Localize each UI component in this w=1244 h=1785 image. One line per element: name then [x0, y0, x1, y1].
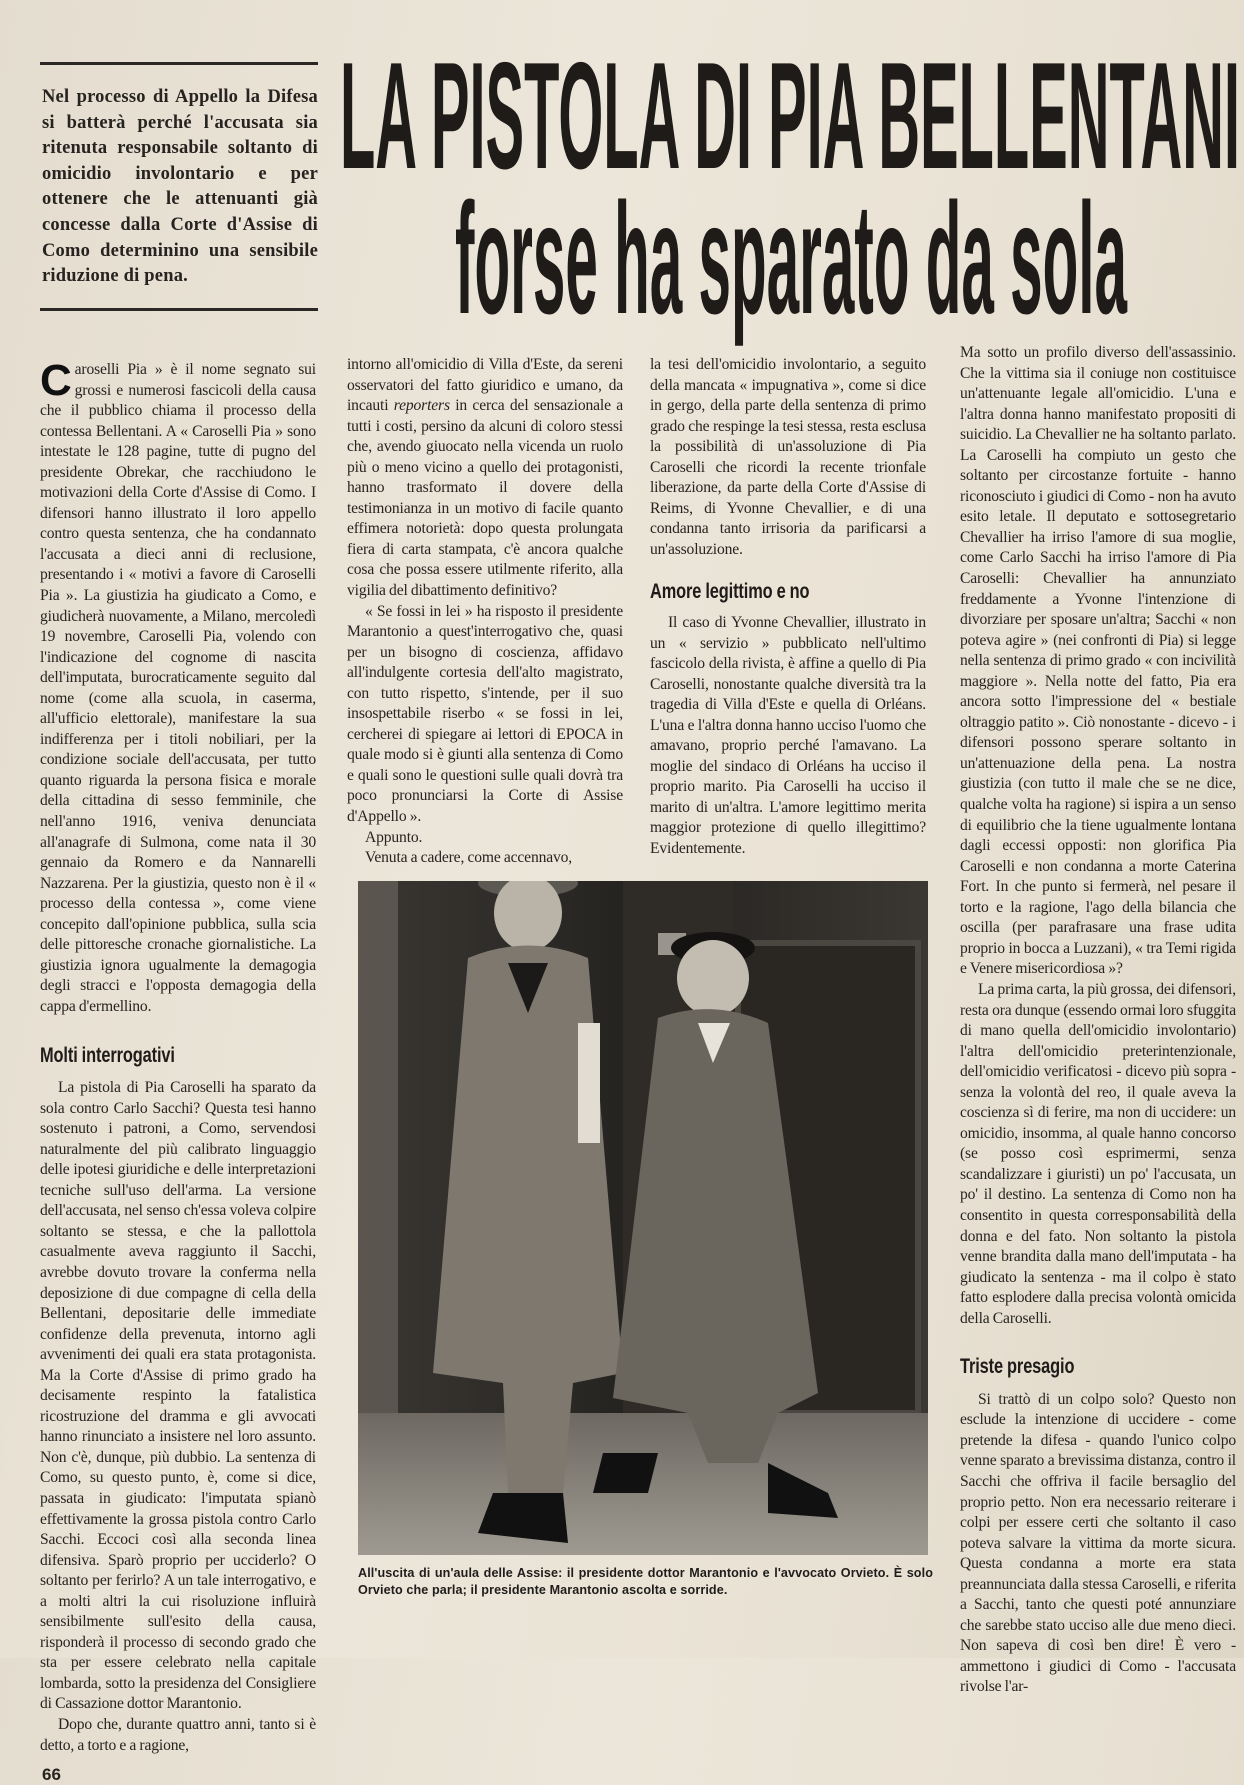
paragraph: la tesi dell'omicidio involontario, a seguito della mancata « impugnativa », come si dice in gergo, della parte della sentenza di primo grado che respinge la tesi stessa, resta esclusa la possibilità di un'assoluzione di Pia Caroselli che ricordi la recente trionfale liberazione, da parte della Corte d'Assise di Reims, di Yvonne Chevallier, e di una condanna tanto irrisoria da parificarsi a un'assoluzione. [650, 356, 926, 558]
paragraph-text: in cerca del sensazionale a tutti i costi, persino da alcuni di coloro stessi che, avendo giuocato nella vicenda un ruolo più o meno vicino a quello dei protagonisti, hanno trasformato il dovere della testimonianza in un motivo di facile quanto effimera notorietà: dopo questa prolungata fiera di carta stampata, c'è ancora qualche cosa che possa essere utilmente riferito, alla vigilia del dibattimento definitivo? [347, 397, 623, 600]
intro-standfirst: Nel processo di Appello la Difesa si batterà perché l'accusata sia ritenuta responsabile soltanto di omicidio involontario e per ottenere che le attenuanti già concesse dalla Corte d'Assise di Como determinino una sensibile riduzione di pena. [40, 62, 318, 311]
italic-word: reporters [393, 397, 450, 415]
paragraph: Dopo che, durante quattro anni, tanto si è detto, a torto e a ragione, [40, 1716, 316, 1754]
article-column-2 [347, 355, 623, 869]
paragraph: Il caso di Yvonne Chevallier, illustrato in un « servizio » pubblicato nell'ultimo fascicolo della rivista, è affine a quello di Pia Caroselli, nonostante qualche diversità tra la tragedia di Villa d'Este e quella di Orléans. L'una e l'altra donna hanno ucciso l'uomo che amavano, proprio perché l'amavano. La moglie del sindaco di Orléans ha ucciso il proprio marito. Pia Caroselli ha ucciso il marito di un'altra. L'amore legittimo merita maggior protezione di quello illegittimo? Evidentemente. [650, 614, 926, 858]
headline-line-1: LA PISTOLA DI PIA BELLENTANI [340, 31, 1240, 201]
paragraph: La pistola di Pia Caroselli ha sparato da sola contro Carlo Sacchi? Questa tesi hanno sostenuto i patroni, a Como, servendosi naturalmente del più calibrato linguaggio delle ipotesi giuridiche e delle interpretazioni tecniche sull'uso dell'arma. La versione dell'accusata, nel senso ch'essa voleva colpire soltanto se stessa, e che la pallottola casualmente aveva raggiunto il Sacchi, avrebbe dovuto trovare la conferma nella deposizione di due compagne di cella della Bellentani, depositarie delle immediate confidenze della prevenuta, intorno agli avvenimenti dei quali era stata protagonista. Ma la Corte d'Assise di primo grado ha decisamente respinto la fatalistica ricostruzione del dramma e gli avvocati hanno rinunciato a insistere nel loro assunto. Non c'è, dunque, più dubbio. La sentenza di Como, su questo punto, è, come si dice, passata in giudicato: l'imputata spianò effettivamente la grossa pistola contro Carlo Sacchi. Eccoci così alla seconda linea difensiva. Sparò proprio per ucciderlo? O soltanto per ferirlo? A un tale interrogativo, e a molti altri la cui risoluzione influirà sensibilmente sull'esito della causa, risponderà il processo di secondo grado che sta per essere celebrato nella capitale lombarda, sotto la presidenza del Consigliere di Cassazione dottor Marantonio. [40, 1079, 316, 1713]
article-column-3 [650, 355, 926, 860]
headline-line-2: forse ha sparato da sola [455, 171, 1127, 347]
subheading-amore-legittimo: Amore legittimo e no [650, 580, 810, 604]
paragraph: « Se fossi in lei » ha risposto il presidente Marantonio a quest'interrogativo che, quasi per un bisogno di coscienza, affidavo all'indulgente cortesia dell'alto magistrato, con tutto rispetto, s'intende, per il suo insospettabile riserbo « se fossi in lei, cercherei di spiegare ai lettori di EPOCA in quale modo si è giunti alla sentenza di Como e quali sono le questioni sulle quali dovrà tra poco pronunciarsi la Corte di Assise d'Appello ». [347, 602, 623, 826]
paragraph: La prima carta, la più grossa, dei difensori, resta ora dunque (essendo ormai loro sfuggita di mano quella dell'omicidio involontario) l'altra dell'omicidio preterintenzionale, dell'omicidio verificatosi - dicevo più sopra - senza la volontà del reo, il quale aveva la coscienza sì di ferire, ma non di uccidere: un omicidio, insomma, al quale hanno concorso (se posso così esprimermi, senza scandalizzare i giuristi) un po' l'accusata, un po' il destino. La sentenza di Como non ha consentito in questa corresponsabilità della donna e del fato. Non soltanto la pistola venne brandita dalla mano dell'imputata - ha giudicato la sentenza - ma il colpo è stato fatto esplodere dalla precisa volontà omicida della Caroselli. [960, 980, 1236, 1327]
paragraph: Appunto. [365, 828, 423, 846]
paragraph-text: aroselli Pia » è il nome segnato sui grossi e numerosi fascicoli della causa che il pubblico chiama il processo della contessa Bellentani. A « Caroselli Pia » sono intestate le 128 pagine, tutte di pugno del presidente Obrekar, che racchiudono le motivazioni della Corte d'Assise di Como. I difensori hanno illustrato il loro appello contro questa sentenza, che ha condannato l'accusata a dieci anni di reclusione, presentando i « motivi a favore di Caroselli Pia ». La giustizia ha giudicato a Como, e giudicherà nuovamente, a Milano, mercoledì 19 novembre, Caroselli Pia, volendo con l'indicazione del cognome di nascita dell'imputata, burocraticamente seguito dal nome (come alla scuola, in caserma, all'ufficio elettorale), manifestare la sua indifferenza per i titoli nobiliari, per la condizione sociale dell'accusata, per tutto quanto riguarda la persona fisica e morale della cittadina di sesso femminile, che nell'anno 1916, veniva denunciata all'anagrafe di Sulmona, come nata il 30 gennaio da Romero e da Nannarelli Nazzarena. Per la giustizia, questo non è il « processo della contessa », come viene concepito dall'opinione pubblica, sulla scia delle pittoresche cronache giornalistiche. La giustizia ignora ugualmente la demagogia degli stracci e l'opposta demagogia della cappa d'ermellino. [40, 361, 316, 1015]
photo-caption: All'uscita di un'aula delle Assise: il presidente dottor Marantonio e l'avvocato Orvieto. È solo Orvieto che parla; il presidente Marantonio ascolta e sorride. [358, 1566, 933, 1597]
paragraph: Si trattò di un colpo solo? Questo non esclude la intenzione di uccidere - come pretende la difesa - quando l'unico colpo venne sparato a brevissima distanza, contro il Sacchi che offriva il facile bersaglio del proprio petto. Non era necessario reiterare i colpi per essere certi che soltanto il caso poteva salvare la vittima da morte sicura. Questa condanna a morte era stata preannunciata dalla stessa Caroselli, e riferita a Sacchi, tanto che questi poté annunziare che sarebbe stato ucciso alle due meno dieci. Non sapeva di così ben dire! È vero - ammettono i giudici di Como - l'accusata rivolse l'ar- [960, 1390, 1236, 1696]
paragraph: Venuta a cadere, come accennavo, [365, 849, 573, 867]
paragraph-text: intorno all'omicidio di Villa d'Este, da sereni osservatori del fatto giuridico e umano, da incauti [347, 356, 623, 415]
page-number: 66 [42, 1765, 61, 1784]
drop-cap: C [40, 356, 72, 405]
photo-illustration [358, 881, 928, 1555]
subheading-triste-presagio: Triste presagio [960, 1355, 1075, 1379]
article-column-1 [40, 356, 316, 1756]
photo-marantonio-orvieto [358, 881, 928, 1555]
subheading-molti-interrogativi: Molti interrogativi [40, 1043, 175, 1067]
article-column-4 [960, 343, 1236, 1698]
paragraph [40, 356, 316, 1018]
paragraph: Ma sotto un profilo diverso dell'assassinio. Che la vittima sia il coniuge non costituisce un'attenuante legale all'omicidio. L'una e l'altra donna hanno manifestato propositi di suicidio. La Chevallier ne ha soltanto parlato. La Caroselli ha compiuto un gesto che soltanto per circostanze fortuite - hanno riconosciuto i giudici di Como - non ha avuto esito letale. Il deputato e sottosegretario Chevallier ha irriso l'amore di sua moglie, come Carlo Sacchi ha irriso l'amore di Pia Caroselli: Chevallier ha annunziato freddamente a Yvonne l'intenzione di divorziare per sposare un'altra; Sacchi « non poteva agire » (nei confronti di Pia) si legge nella sentenza di primo grado « con incivilità maggiore ». Nella notte del fatto, Pia era ancora sotto l'impressione del « bestiale oltraggio patito ». Ciò nonostante - dicevo - i difensori possono sperare soltanto in un'attenuazione della pena. La nostra giustizia (con tutto il male che se ne dice, qualche volta ha ragione) si ispira a un senso di equilibrio che la tiene ugualmente lontana dagli eccessi opposti: non glorifica Pia Caroselli e non condanna a morte Caterina Fort. In che punto si fermerà, nel pesare il torto e la ragione, l'ago della bilancia che oscilla (per parafrasare una frase udita proprio in bocca a Luzzani), « tra Temi rigida e Venere misericordiosa »? [960, 344, 1236, 978]
paragraph [347, 355, 623, 602]
